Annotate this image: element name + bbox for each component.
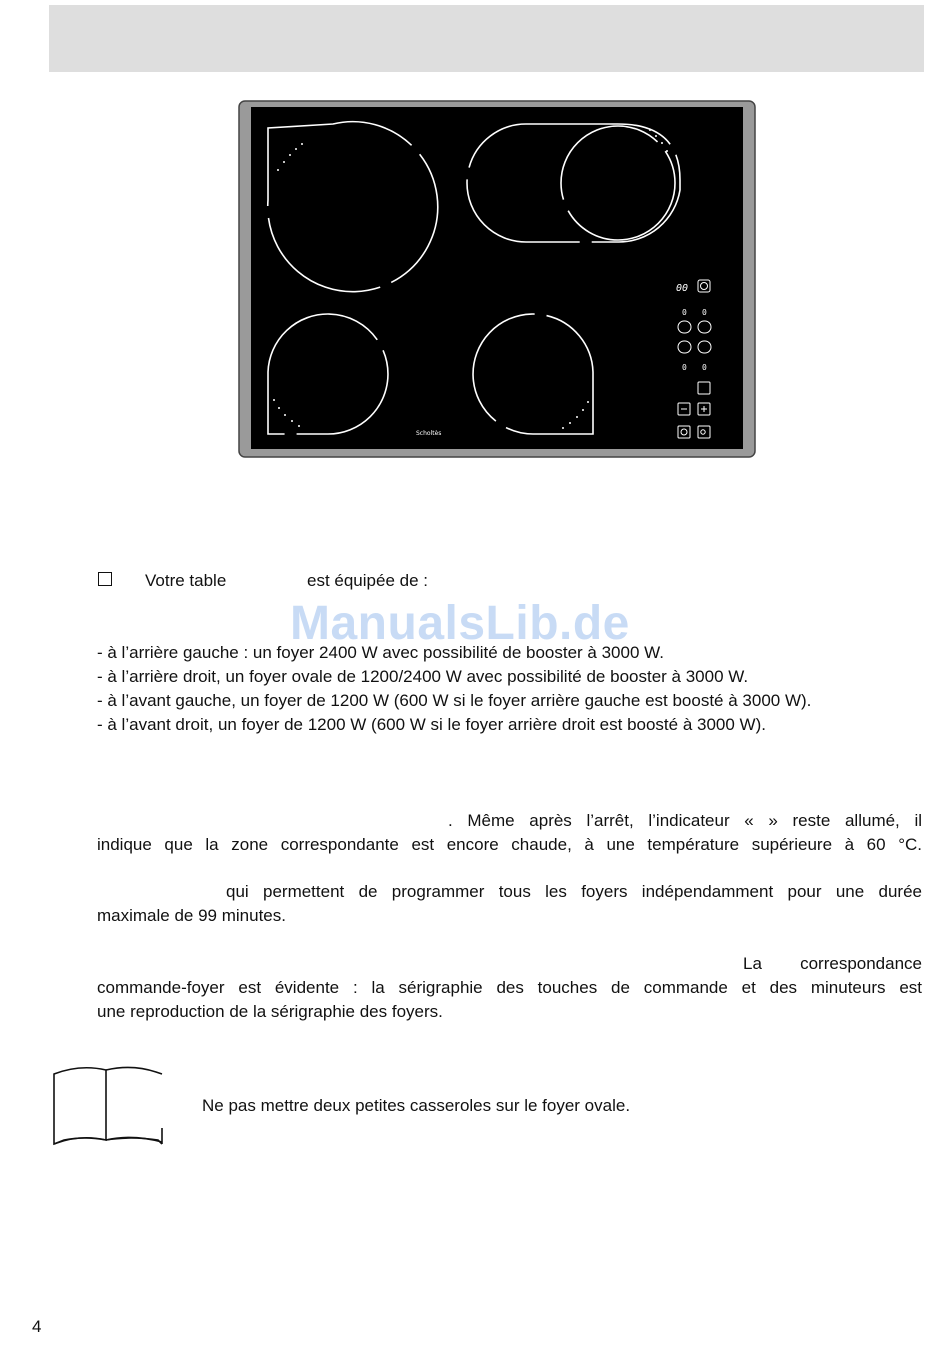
intro-suffix: est équipée de : <box>307 571 428 590</box>
zone-rear-left: - à l’arrière gauche : un foyer 2400 W avec possibilité de booster à 3000 W. <box>97 643 664 662</box>
page-number: 4 <box>32 1317 42 1336</box>
correspondence-line-2: commande-foyer est évidente : la sérigraphie des touches de commande et des minuteurs est <box>97 978 922 997</box>
svg-text:0: 0 <box>682 363 687 372</box>
brand-label: Scholtès <box>416 430 442 437</box>
hob-illustration <box>238 100 756 458</box>
timer-line-1: qui permettent de programmer tous les foyers indépendamment pour une durée <box>226 882 922 901</box>
svg-text:0: 0 <box>682 308 687 317</box>
svg-text:0: 0 <box>702 308 707 317</box>
zone-front-right: - à l’avant droit, un foyer de 1200 W (600 W si le foyer arrière droit est boosté à 3000 W). <box>97 715 766 734</box>
watermark: ManualsLib.de <box>290 597 630 650</box>
open-book-icon <box>50 1062 166 1148</box>
timer-display: 00 <box>676 283 689 294</box>
bullet-square-icon <box>98 572 112 586</box>
svg-text:0: 0 <box>702 363 707 372</box>
timer-line-2: maximale de 99 minutes. <box>97 906 286 925</box>
residual-heat-line-2: indique que la zone correspondante est encore chaude, à une température supérieure à 60 °C. <box>97 835 922 854</box>
correspondence-line-1: La correspondance <box>743 954 922 973</box>
note-text: Ne pas mettre deux petites casseroles sur le foyer ovale. <box>202 1096 631 1115</box>
header-bar <box>49 5 924 72</box>
zone-front-left: - à l’avant gauche, un foyer de 1200 W (600 W si le foyer arrière gauche est boosté à 3000 W). <box>97 691 812 710</box>
intro-prefix: Votre table <box>145 571 227 590</box>
correspondence-line-3: une reproduction de la sérigraphie des foyers. <box>97 1002 443 1021</box>
zone-rear-right: - à l’arrière droit, un foyer ovale de 1200/2400 W avec possibilité de booster à 3000 W. <box>97 667 749 686</box>
residual-heat-line-1: . Même après l’arrêt, l’indicateur « » reste allumé, il <box>448 811 922 830</box>
